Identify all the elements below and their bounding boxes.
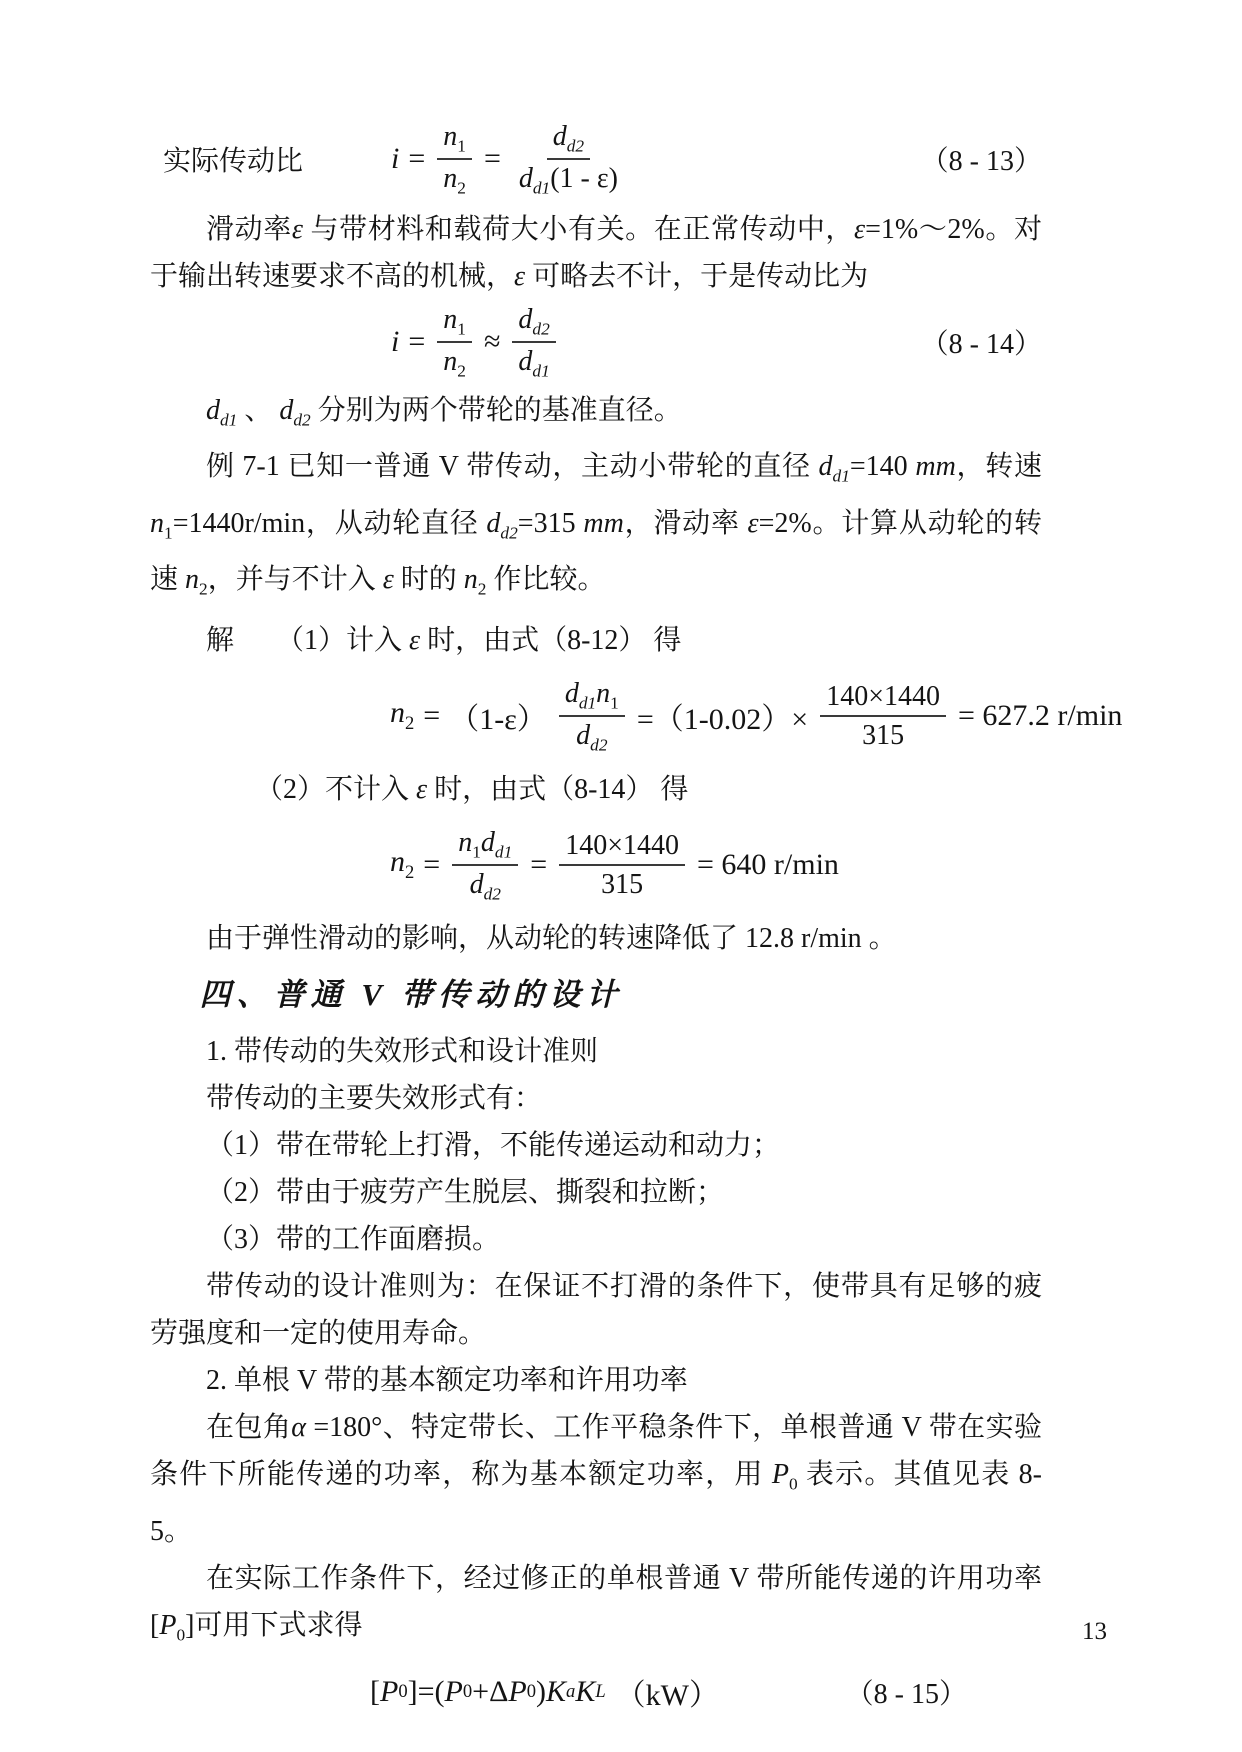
- subheading-rated-power: 2. 单根 V 带的基本额定功率和许用功率: [206, 1364, 688, 1396]
- equals-sign: =: [483, 142, 501, 175]
- fraction-n1-n2: $\frac{n_1}{n_2}$: [437, 119, 472, 200]
- equation-label: 实际传动比: [163, 146, 304, 177]
- result-value: = 640 r/min: [696, 847, 839, 881]
- subheading-failure-modes: 1. 带传动的失效形式和设计准则: [206, 1035, 599, 1067]
- equation-row-solution-2: [150, 819, 1042, 911]
- equation-8-13-math: [391, 119, 862, 200]
- math-var-i: i: [391, 142, 400, 175]
- solution-1-math: $n_2$ = （1-ε） $\frac{d_{d1}n_1}{d_{d2}}$ =（1-0.02）× $\frac{140\times 1440}{315}$ = 627.2 r/min: [390, 677, 1123, 755]
- equals-sign: =: [423, 698, 441, 732]
- math-var-i: i: [391, 325, 400, 359]
- paragraph-actual-conditions: 在实际工作条件下，经过修正的单根普通 V 带所能传递的许用功率$[P_0]$可用下式求得: [150, 1562, 1042, 1645]
- paragraph-design-criterion: 带传动的设计准则为：在保证不打滑的条件下，使带具有足够的疲劳强度和一定的使用寿命。: [150, 1270, 1042, 1349]
- list-item-failure-3: （3）带的工作面磨损。: [206, 1223, 501, 1255]
- fraction-n1-n2: $\frac{n_1}{n_2}$: [437, 302, 472, 383]
- fraction-dd2-dd1: $\frac{d_{d2}}{d_{d1}}$: [512, 302, 555, 383]
- unit-kw: （kW）: [615, 1679, 719, 1713]
- approx-sign: ≈: [483, 325, 501, 359]
- equals-sign: =: [423, 847, 441, 881]
- fraction-dd1n1-dd2: $\frac{d_{d1}n_1}{d_{d2}}$: [559, 676, 625, 757]
- equation-number: （8 - 13）: [920, 146, 1042, 177]
- solution-2-math: $n_2$ = $\frac{n_1d_{d1}}{d_{d2}}$ = $\frac{140\times 1440}{315}$ = 640 r/min: [390, 826, 839, 904]
- section-heading-v-belt-design: 四、普通 V 带传动的设计: [199, 976, 624, 1012]
- math-var-n2: n: [390, 845, 405, 879]
- equation-row-solution-1: [150, 670, 1123, 762]
- paren-one-minus-eps: （1-ε）: [449, 702, 547, 736]
- fraction-dd2-dd1: $\frac{d_{d2}}{d_{d1}(1 - \varepsilon)}$: [518, 120, 618, 198]
- paragraph-diameter-definition: $d_{d1}$ 、 $d_{d2}$ 分别为两个带轮的基准直径。: [206, 394, 682, 430]
- equation-number: （8 - 14）: [920, 329, 1042, 361]
- paragraph-solution-case2: （2）不计入 ε 时，由式（8-14） 得: [255, 773, 689, 805]
- equals-sign: =: [530, 847, 548, 881]
- paragraph-solution-case1: 解 （1）计入 ε 时，由式（8-12） 得: [206, 624, 682, 656]
- equals-sign: =: [408, 142, 426, 175]
- fraction-numeric: $\frac{140\times 1440}{315}$: [559, 828, 685, 902]
- paragraph-basic-rated-power: 在包角α =180°、特定带长、工作平稳条件下，单根普通 V 带在实验条件下所能传递的功率，称为基本额定功率，用 $P_0$ 表示。其值见表 8-5。: [150, 1411, 1042, 1547]
- paragraph-conclusion: 由于弹性滑动的影响，从动轮的转速降低了 12.8 r/min 。: [206, 922, 897, 954]
- result-value: = 627.2 r/min: [957, 698, 1123, 732]
- equals-sign: =: [408, 325, 426, 359]
- equation-row-8-14: [150, 302, 1042, 383]
- paragraph-failure-intro: 带传动的主要失效形式有：: [206, 1082, 543, 1114]
- equation-row-8-15: [150, 1662, 1042, 1722]
- equation-8-14-math: [391, 302, 862, 383]
- list-item-failure-1: （1）带在带轮上打滑，不能传递运动和动力；: [206, 1129, 781, 1161]
- fraction-n1dd1-dd2: $\frac{n_1d_{d1}}{d_{d2}}$: [452, 825, 518, 906]
- fraction-numeric: $\frac{140\times 1440}{315}$: [820, 679, 946, 753]
- list-item-failure-2: （2）带由于疲劳产生脱层、撕裂和拉断；: [206, 1176, 725, 1208]
- equation-8-15-math: [ P 0 ]=( P 0 +Δ P 0 ) K a K L （kW）: [370, 1670, 719, 1714]
- paragraph-example-7-1: 例 7-1 已知一普通 V 带传动，主动小带轮的直径 $d_{d1}=140$ mm，转速 $n_1=1440r/\min$，从动轮直径 $d_{d2}=315$ mm，滑动率 ε=2%。计算从动轮的转速 $n_2$，并与不计入 ε 时的 $n_2$ 作比较。: [150, 451, 1042, 599]
- equation-number: （8 - 15）: [845, 1679, 967, 1711]
- math-var-n2: n: [390, 696, 405, 730]
- paragraph-slip-rate: 滑动率ε 与带材料和载荷大小有关。在正常传动中，ε=1%～2%。对于输出转速要求不高的机械，ε 可略去不计，于是传动比为: [150, 214, 1042, 292]
- page-number: 13: [1082, 1618, 1107, 1645]
- mid-expression: =（1-0.02）×: [636, 702, 809, 736]
- equation-row-8-13: [150, 118, 1042, 200]
